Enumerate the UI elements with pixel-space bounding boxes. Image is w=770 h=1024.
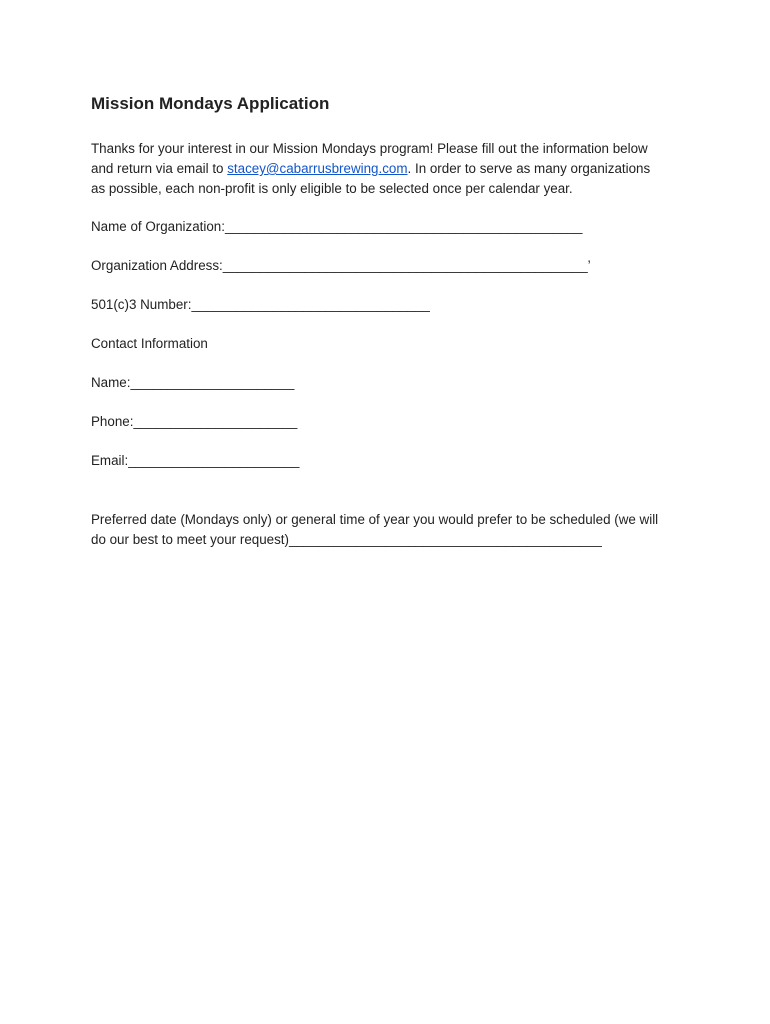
email-link[interactable]: stacey@cabarrusbrewing.com: [227, 161, 408, 176]
organization-address-field[interactable]: Organization Address:_________________________________________________’: [91, 258, 591, 273]
contact-email-field[interactable]: Email:_______________________: [91, 453, 300, 468]
preferred-date-line-2: do our best to meet your request)__________________________________________: [91, 532, 602, 547]
preferred-date-line-1: Preferred date (Mondays only) or general time of year you would prefer to be scheduled (we will: [91, 512, 659, 527]
intro-line-2: [91, 159, 691, 179]
organization-name-field[interactable]: Name of Organization:________________________________________________: [91, 219, 583, 234]
contact-phone-field[interactable]: Phone:______________________: [91, 414, 298, 429]
intro-line-3: as possible, each non-profit is only eligible to be selected once per calendar year.: [91, 181, 573, 196]
document-content: [91, 92, 691, 569]
tax-number-field[interactable]: 501(c)3 Number:________________________________: [91, 297, 430, 312]
intro-line-2-end: . In order to serve as many organizations: [407, 161, 651, 176]
intro-line-1: Thanks for your interest in our Mission Mondays program! Please fill out the information below: [91, 141, 648, 156]
contact-name-field[interactable]: Name:______________________: [91, 375, 295, 390]
contact-information-heading: Contact Information: [91, 336, 208, 351]
intro-paragraph: [91, 139, 691, 199]
page-title: Mission Mondays Application: [91, 94, 330, 113]
intro-line-2-start: and return via email to: [91, 161, 228, 176]
preferred-date-field[interactable]: [91, 510, 691, 550]
